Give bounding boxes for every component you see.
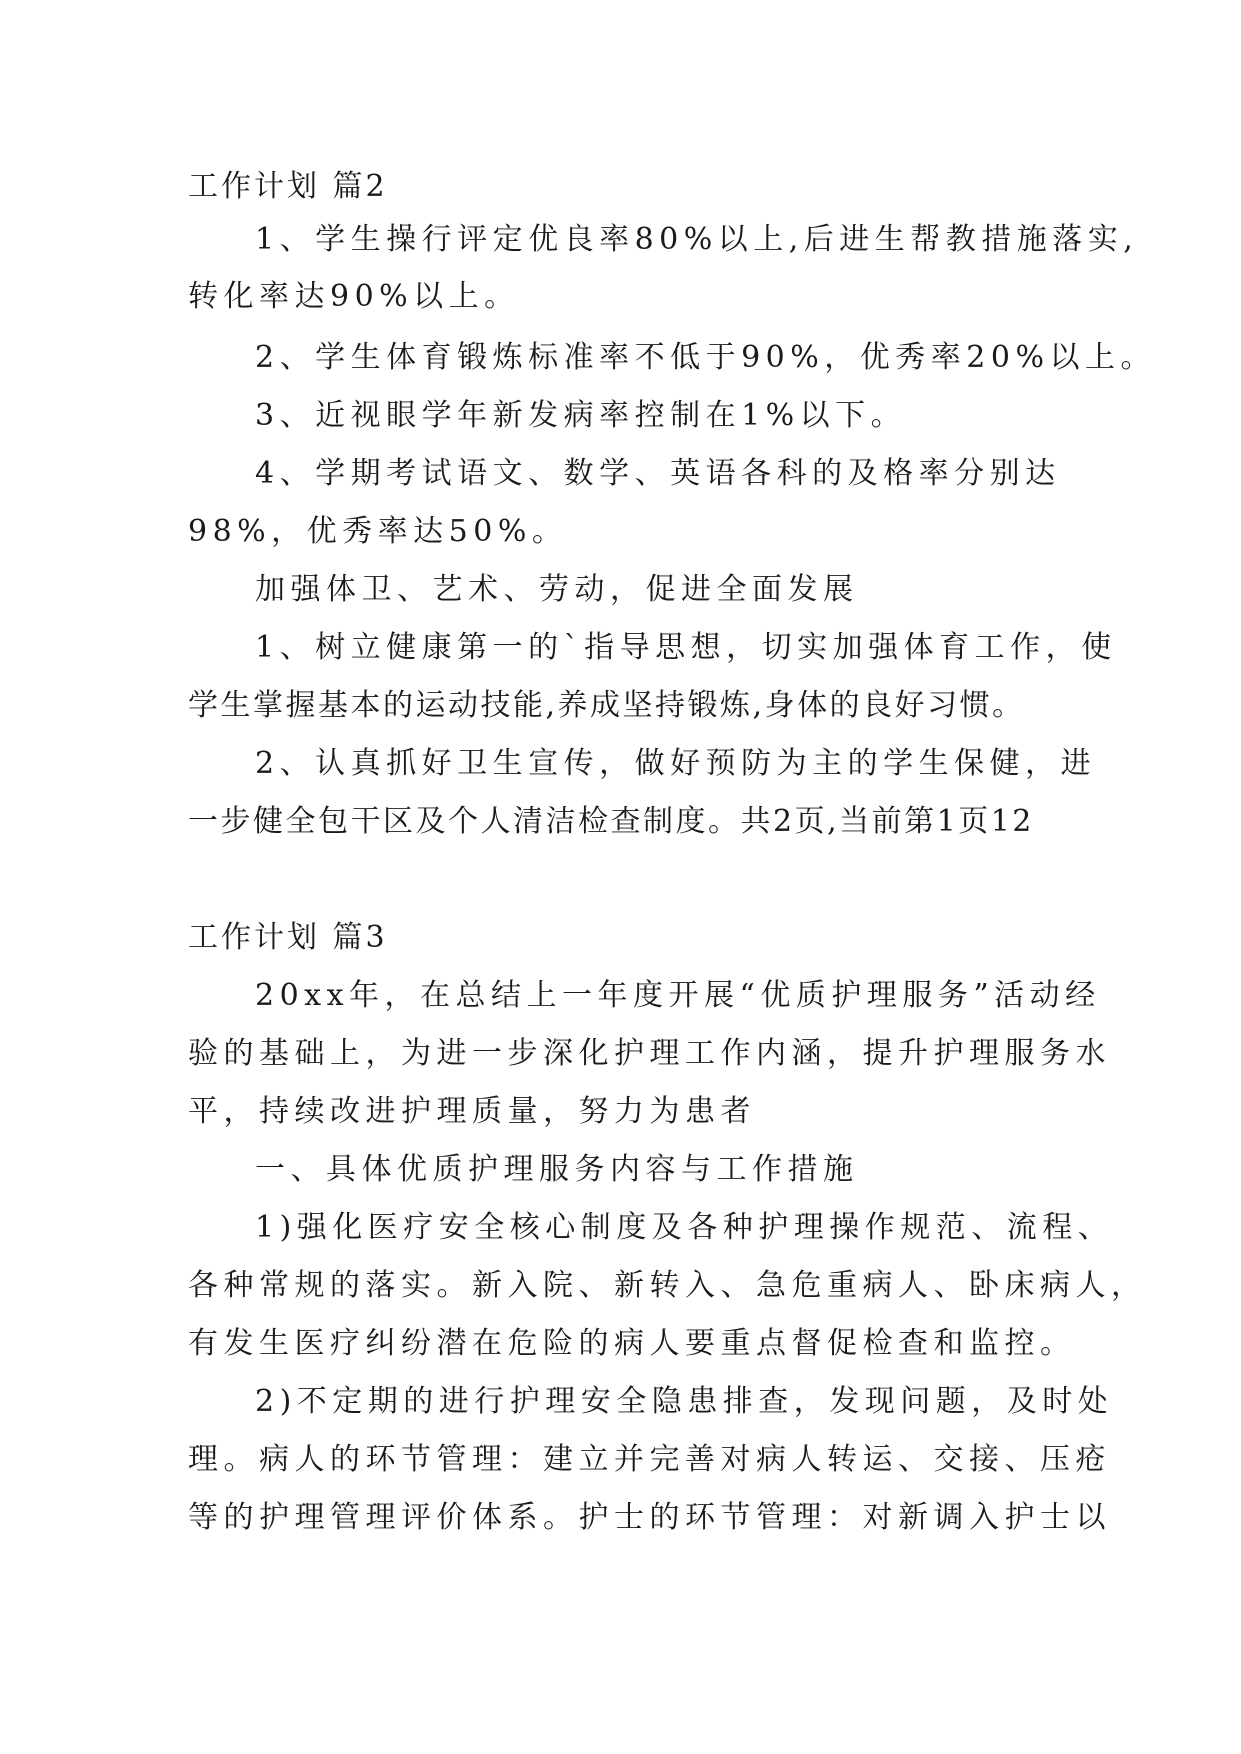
- paragraph-line: 2、学生体育锻炼标准率不低于90%，优秀率20%以上。: [255, 340, 1156, 375]
- paragraph-line: 验的基础上，为进一步深化护理工作内涵，提升护理服务水: [188, 1036, 1111, 1071]
- paragraph-line: 有发生医疗纠纷潜在危险的病人要重点督促检查和监控。: [188, 1326, 1076, 1361]
- paragraph-line: 20xx年，在总结上一年度开展“优质护理服务”活动经: [255, 978, 1101, 1013]
- paragraph-line: 等的护理管理评价体系。护士的环节管理：对新调入护士以: [188, 1500, 1111, 1535]
- paragraph-line: 一、具体优质护理服务内容与工作措施: [255, 1152, 859, 1187]
- section-heading: 工作计划 篇3: [188, 920, 388, 955]
- paragraph-line: 1)强化医疗安全核心制度及各种护理操作规范、流程、: [255, 1210, 1114, 1245]
- paragraph-line: 学生掌握基本的运动技能,养成坚持锻炼,身体的良好习惯。: [188, 688, 1025, 723]
- paragraph-line: 各种常规的落实。新入院、新转入、急危重病人、卧床病人，: [188, 1268, 1147, 1303]
- paragraph-line: 加强体卫、艺术、劳动，促进全面发展: [255, 572, 859, 607]
- paragraph-line: 一步健全包干区及个人清洁检查制度。共2页,当前第1页12: [188, 804, 1034, 839]
- paragraph-line: 理。病人的环节管理：建立并完善对病人转运、交接、压疮: [188, 1442, 1111, 1477]
- paragraph-line: 平，持续改进护理质量，努力为患者: [188, 1094, 756, 1129]
- paragraph-line: 2)不定期的进行护理安全隐患排查，发现问题，及时处: [255, 1384, 1114, 1419]
- paragraph-line: 转化率达90%以上。: [188, 279, 520, 314]
- paragraph-line: 3、近视眼学年新发病率控制在1%以下。: [255, 398, 907, 433]
- paragraph-line: 2、认真抓好卫生宣传，做好预防为主的学生保健，进: [255, 746, 1097, 781]
- paragraph-line: 1、学生操行评定优良率80%以上,后进生帮教措施落实,: [255, 222, 1139, 257]
- paragraph-line: 4、学期考试语文、数学、英语各科的及格率分别达: [255, 456, 1061, 491]
- paragraph-line: 1、树立健康第一的`指导思想，切实加强体育工作，使: [255, 630, 1117, 665]
- paragraph-line: 98%，优秀率达50%。: [188, 514, 568, 549]
- section-heading: 工作计划 篇2: [188, 169, 388, 204]
